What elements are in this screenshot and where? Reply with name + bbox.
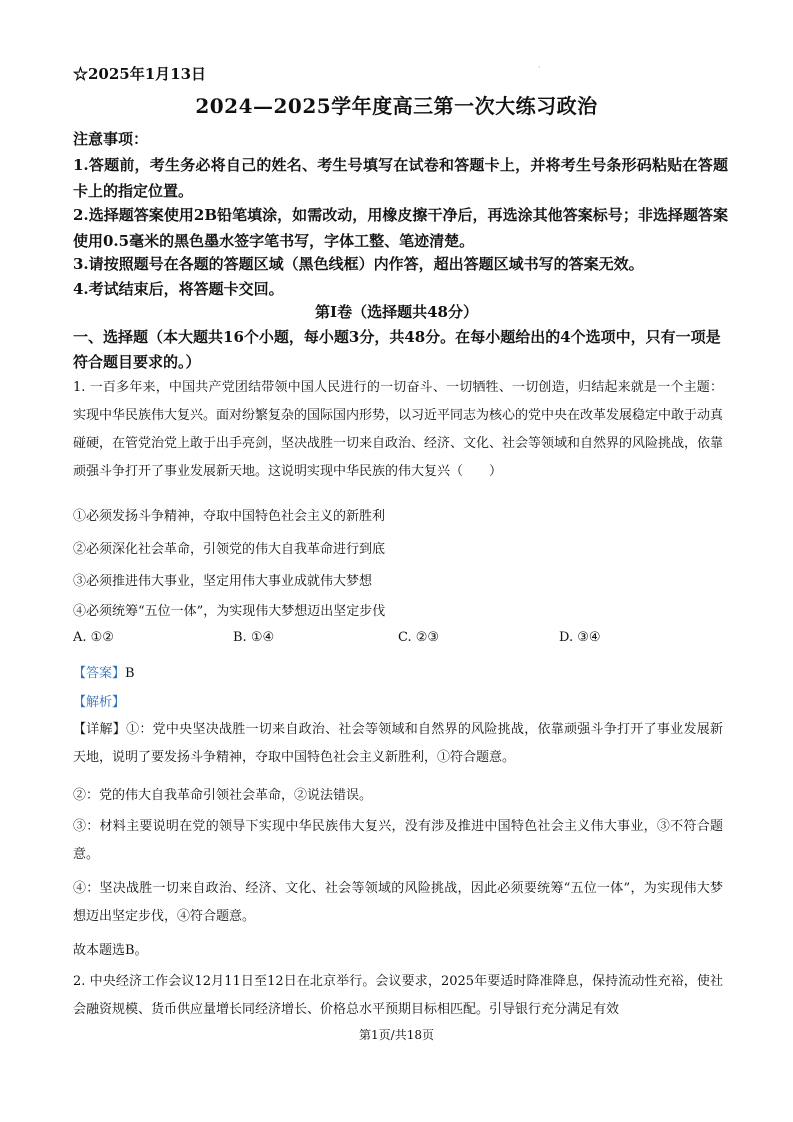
- question-1-statement-4: ④必须统筹“五位一体”，为实现伟大梦想迈出坚定步伐: [73, 604, 386, 619]
- notice-item-1: 1.答题前，考生务必将自己的姓名、考生号填写在试卷和答题卡上，并将考生号条形码粘贴在答题卡上的指定位置。: [73, 156, 728, 200]
- question-2-stem: 2. 中央经济工作会议12月11日至12日在北京举行。会议要求，2025年要适时降准降息，保持流动性充裕，使社会融资规模、货币供应量增长同经济增长、价格总水平预期目标相匹配。引导银行充分满足有效: [73, 974, 723, 1017]
- analysis-label: 【解析】: [73, 695, 126, 710]
- detail-line-1: [73, 716, 723, 772]
- notice-item-3: 3.请按照题号在各题的答题区域（黑色线框）内作答，超出答题区域书写的答案无效。: [73, 255, 644, 273]
- notice-item-4: 4.考试结束后，将答题卡交回。: [73, 280, 284, 298]
- page-footer: 第1页/共18页: [359, 1028, 434, 1042]
- question-1-stem: 1. 一百多年来，中国共产党团结带领中国人民进行的一切奋斗、一切牺牲、一切创造，归结起来就是一个主题：实现中华民族伟大复兴。面对纷繁复杂的国际国内形势，以习近平同志为核心的党中央在改革发展稳定中敢于动真碰硬，在管党治党上敢于出手亮剑，坚决战胜一切来自政治、经济、文化、社会等领域和自然界的风险挑战，依靠顽强斗争打开了事业发展新天地。这说明实现中华民族的伟大复兴（ ）: [73, 380, 724, 479]
- detail-label: 【详解】: [73, 722, 127, 737]
- choice-c: C. ②③: [398, 630, 440, 645]
- answer-value: B: [125, 666, 135, 681]
- choice-d: D. ③④: [559, 630, 601, 645]
- detail-conclusion: 故本题选B。: [73, 943, 148, 958]
- detail-line-2: ②：党的伟大自我革命引领社会革命，②说法错误。: [73, 788, 373, 803]
- detail-line-3: ③：材料主要说明在党的领导下实现中华民族伟大复兴，没有涉及推进中国特色社会主义伟大事业，③不符合题意。: [73, 819, 723, 862]
- question-1-statement-1: ①必须发扬斗争精神，夺取中国特色社会主义的新胜利: [73, 509, 386, 524]
- detail-line-4: ④：坚决战胜一切来自政治、经济、文化、社会等领域的风险挑战，因此必须要统筹“五位一体”，为实现伟大梦想迈出坚定步伐，④符合题意。: [73, 881, 723, 924]
- choice-a: A. ①②: [73, 630, 114, 645]
- decorative-dot: ·: [538, 63, 541, 72]
- answer-label: 【答案】: [73, 666, 126, 681]
- section-description: 一、选择题（本大题共16个小题，每小题3分，共48分。在每小题给出的4个选项中，只有一项是符合题目要求的。）: [73, 328, 721, 371]
- exam-date: ☆2025年1月13日: [73, 65, 207, 83]
- choice-b: B. ①④: [233, 630, 275, 645]
- notice-item-2: 2.选择题答案使用2B铅笔填涂，如需改动，用橡皮擦干净后，再选涂其他答案标号；非选择题答案使用0.5毫米的黑色墨水签字笔书写，字体工整、笔迹清楚。: [73, 206, 728, 250]
- section-title: 第Ⅰ卷（选择题共48分）: [315, 303, 478, 321]
- exam-title: 2024—2025学年度高三第一次大练习政治: [195, 94, 598, 118]
- question-1-statement-3: ③必须推进伟大事业，坚定用伟大事业成就伟大梦想: [73, 574, 373, 589]
- notice-heading: 注意事项：: [73, 130, 149, 148]
- detail-text-1: ①：党中央坚决战胜一切来自政治、社会等领域和自然界的风险挑战，依靠顽强斗争打开了事业发展新天地，说明了要发扬斗争精神，夺取中国特色社会主义新胜利，①符合题意。: [73, 722, 723, 765]
- answer-row: [73, 662, 135, 681]
- question-1-statement-2: ②必须深化社会革命，引领党的伟大自我革命进行到底: [73, 542, 386, 557]
